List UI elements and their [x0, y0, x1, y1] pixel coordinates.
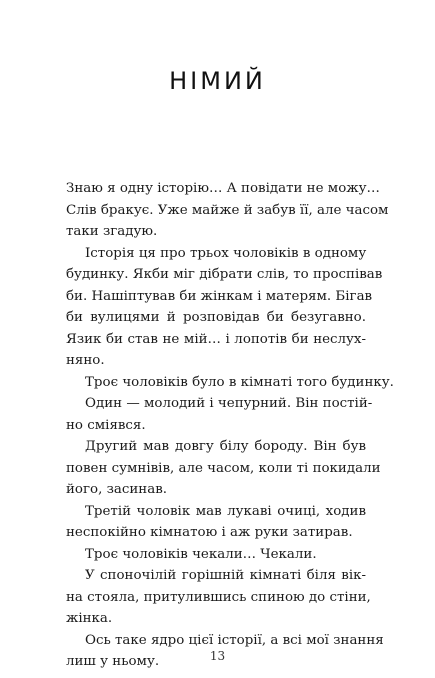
text-line: няно.: [66, 353, 105, 368]
text-line: би. Нашіптував би жінкам і матерям. Бігав: [66, 288, 373, 304]
text-line: будинку. Якби міг дібрати слів, то проспівав: [66, 267, 383, 282]
text-line: неспокійно кімнатою і аж руки затирав.: [66, 525, 353, 540]
text-line: Язик би став не мій… і лопотів би неслух-: [66, 331, 366, 347]
body-text: [66, 178, 394, 673]
text-line: Історія ця про трьох чоловіків в одному: [85, 245, 367, 261]
text-line: таки згадую.: [66, 224, 158, 239]
text-line: би вулицями й розповідав би безугавно.: [66, 310, 366, 325]
text-line: Знаю я одну історію… А повідати не можу…: [66, 181, 380, 196]
text-line: Один — молодий і чепурний. Він постій-: [85, 396, 373, 411]
text-line: Другий мав довгу білу бороду. Він був: [85, 439, 366, 454]
text-line: на стояла, притулившись спиною до стіни,: [66, 589, 371, 605]
text-line: жінка.: [66, 611, 113, 626]
text-line: Ось таке ядро цієї історії, а всі мої знання: [85, 632, 384, 648]
chapter-title: НІМИЙ: [169, 67, 266, 95]
text-line: лиш у ньому.: [66, 654, 160, 669]
text-line: Слів бракує. Уже майже й забув її, але часом: [66, 202, 389, 218]
text-line: повен сумнівів, але часом, коли ті покидали: [66, 460, 381, 476]
text-line: Троє чоловіків було в кімнаті того будинку.: [85, 374, 394, 390]
page-number: 13: [209, 649, 226, 663]
text-line: його, засинав.: [66, 482, 167, 497]
text-line: Третій чоловік мав лукаві очиці, ходив: [85, 503, 366, 519]
text-line: У споночілій горішній кімнаті біля вік-: [85, 568, 366, 583]
text-line: Троє чоловіків чекали… Чекали.: [85, 546, 317, 562]
text-line: но сміявся.: [66, 417, 146, 433]
